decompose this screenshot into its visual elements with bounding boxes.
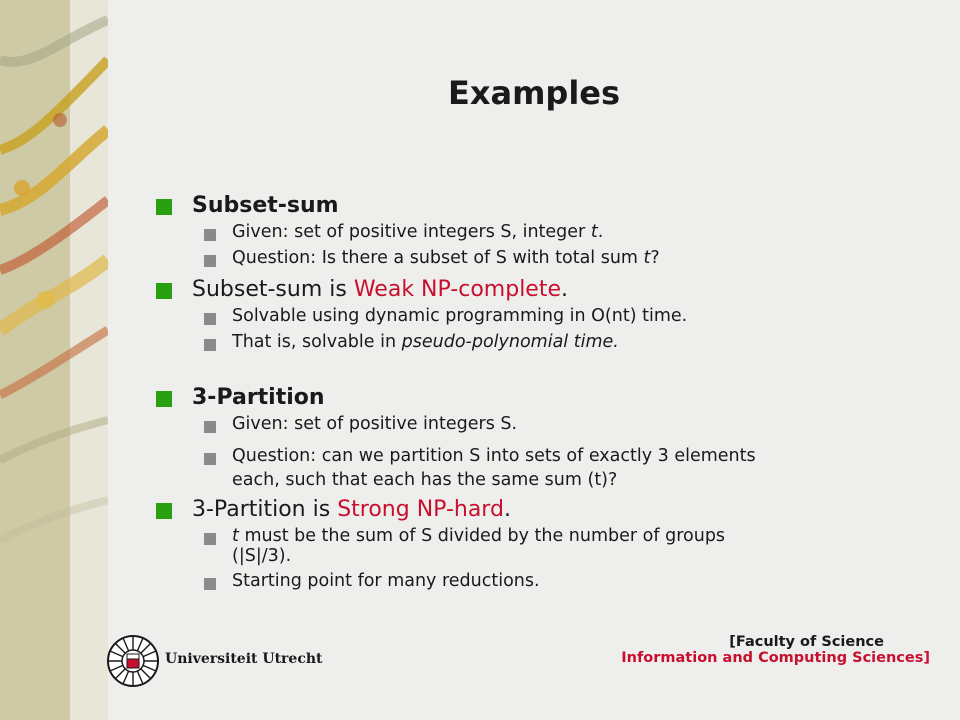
sub-bullet-t-line2: (|S|/3). (232, 546, 292, 566)
bullet-marker (156, 391, 172, 407)
bullet-weak-np: Subset-sum is Weak NP-complete. (192, 277, 568, 302)
sub-bullet-marker (204, 421, 216, 433)
faculty-label (621, 634, 930, 666)
bullet-strong-np: 3-Partition is Strong NP-hard. (192, 497, 511, 522)
faculty-line-1: [Faculty of Science (729, 634, 884, 650)
sub-bullet-marker (204, 453, 216, 465)
sub-bullet-marker (204, 313, 216, 325)
decorative-side-image (0, 0, 108, 720)
faculty-line-2: Information and Computing Sciences] (621, 650, 930, 666)
sub-bullet-marker (204, 339, 216, 351)
bullet-marker (156, 199, 172, 215)
university-seal-logo (106, 634, 160, 688)
sub-bullet-partition-q-line2: each, such that each has the same sum (t)? (232, 470, 618, 490)
sub-bullet-t-line1: t must be the sum of S divided by the number of groups (232, 526, 726, 546)
sub-bullet-partition-q-line1: Question: can we partition S into sets of exactly 3 elements (232, 446, 756, 466)
sub-bullet-marker (204, 255, 216, 267)
bullet-marker (156, 283, 172, 299)
sub-bullet-question: Question: Is there a subset of S with total sum t? (232, 248, 660, 268)
sub-bullet-given-s: Given: set of positive integers S. (232, 414, 518, 434)
bullet-marker (156, 503, 172, 519)
sub-bullet-marker (204, 229, 216, 241)
sub-bullet-marker (204, 578, 216, 590)
bullet-subset-sum: Subset-sum (192, 193, 339, 218)
slide-title: Examples (447, 74, 621, 112)
sub-bullet-reductions: Starting point for many reductions. (232, 571, 540, 591)
sub-bullet-pseudo: That is, solvable in pseudo-polynomial time. (232, 332, 619, 352)
sub-bullet-given: Given: set of positive integers S, integer t. (232, 222, 604, 242)
university-name: Universiteit Utrecht (165, 651, 323, 667)
sub-bullet-marker (204, 533, 216, 545)
sub-bullet-dp: Solvable using dynamic programming in O(nt) time. (232, 306, 688, 326)
bullet-3-partition: 3-Partition (192, 385, 325, 410)
